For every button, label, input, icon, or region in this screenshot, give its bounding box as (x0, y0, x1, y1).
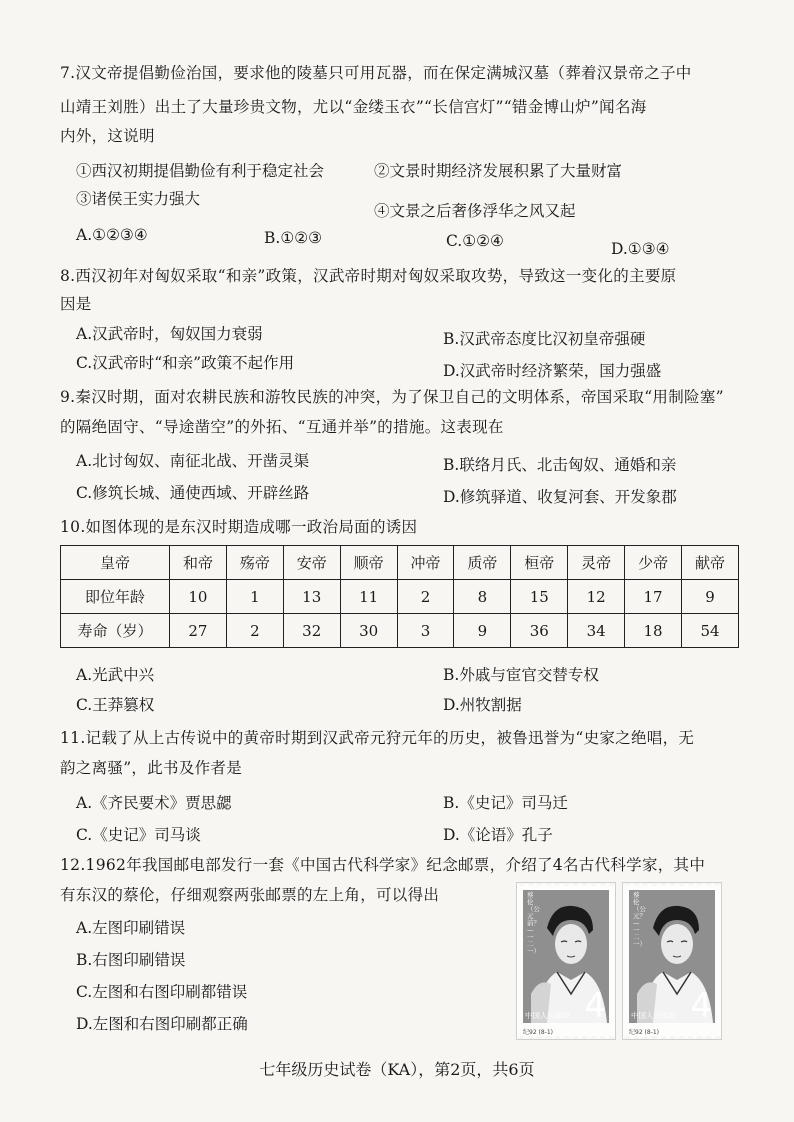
page-footer: 七年级历史试卷（KA），第2页，共6页 (259, 1060, 535, 1079)
q12-option-d: D.左图和右图印刷都正确 (76, 1015, 248, 1033)
stamp-right-code: 纪92 (8-1) (629, 1029, 660, 1036)
q7-statement-2: ②文景时期经济发展积累了大量财富 (374, 162, 623, 180)
table-cell: 8 (454, 580, 511, 614)
q7-statement-3: ③诸侯王实力强大 (76, 190, 201, 208)
table-cell: 34 (568, 614, 625, 648)
table-cell: 13 (283, 580, 340, 614)
q12-option-a: A.左图印刷错误 (76, 919, 186, 937)
stamp-left-value: 4 (584, 986, 606, 1023)
emperor-table (60, 545, 739, 648)
q8-stem-line2: 因是 (60, 295, 92, 313)
q11-option-a: A.《齐民要术》贾思勰 (76, 794, 232, 812)
table-cell: 和帝 (170, 546, 227, 580)
table-cell: 36 (511, 614, 568, 648)
q10-option-d: D.州牧割据 (443, 696, 522, 714)
q9-option-c: C.修筑长城、通使西域、开辟丝路 (76, 484, 310, 502)
stamp-right-value: 4 (690, 986, 712, 1023)
table-cell: 17 (625, 580, 682, 614)
q7-option-a: A.①②③④ (76, 226, 148, 244)
q10-option-b: B.外戚与宦官交替专权 (443, 666, 599, 684)
q11-option-d: D.《论语》孔子 (443, 826, 553, 844)
table-cell: 3 (397, 614, 454, 648)
q7-option-d: D.①③④ (611, 240, 670, 258)
stamp-left-caption: 蔡伦（公元前？—一二一） (527, 891, 540, 955)
table-cell: 献帝 (682, 546, 739, 580)
q12-stem-line1: 12.1962年我国邮电部发行一套《中国古代科学家》纪念邮票，介绍了4名古代科学家，其中 (60, 856, 706, 874)
row-label-age: 即位年龄 (61, 580, 170, 614)
stamp-right (622, 882, 722, 1040)
q8-stem-line1: 8.西汉初年对匈奴采取“和亲”政策，汉武帝时期对匈奴采取攻势，导致这一变化的主要原 (60, 267, 677, 285)
table-cell: 殇帝 (226, 546, 283, 580)
stamp-left-code: 纪92 (8-1) (523, 1029, 554, 1036)
table-cell: 冲帝 (397, 546, 454, 580)
q12-option-c: C.左图和右图印刷都错误 (76, 983, 248, 1001)
table-cell: 9 (454, 614, 511, 648)
table-cell: 2 (226, 614, 283, 648)
q8-option-b: B.汉武帝态度比汉初皇帝强硬 (443, 330, 646, 348)
table-cell: 2 (397, 580, 454, 614)
table-cell: 12 (568, 580, 625, 614)
table-cell: 灵帝 (568, 546, 625, 580)
q10-option-c: C.王莽篡权 (76, 696, 155, 714)
table-cell: 桓帝 (511, 546, 568, 580)
table-cell: 质帝 (454, 546, 511, 580)
table-cell: 30 (340, 614, 397, 648)
q7-stem-line1: 7.汉文帝提倡勤俭治国，要求他的陵墓只可用瓦器，而在保定满城汉墓（葬着汉景帝之子中 (60, 64, 692, 82)
table-cell: 54 (682, 614, 739, 648)
row-label-emperor: 皇帝 (61, 546, 170, 580)
q8-option-c: C.汉武帝时“和亲”政策不起作用 (76, 354, 295, 372)
table-cell: 顺帝 (340, 546, 397, 580)
stamp-right-country: 中国人民邮政 (631, 1011, 676, 1020)
q9-stem-line2: 的隔绝固守、“导途凿空”的外拓、“互通并举”的措施。这表现在 (60, 418, 504, 436)
q7-statement-1: ①西汉初期提倡勤俭有利于稳定社会 (76, 162, 325, 180)
stamp-right-caption: 蔡伦（公元？—一二一） (633, 891, 646, 948)
table-cell: 27 (170, 614, 227, 648)
q12-option-b: B.右图印刷错误 (76, 951, 186, 969)
q11-option-b: B.《史记》司马迁 (443, 794, 568, 812)
q9-stem-line1: 9.秦汉时期，面对农耕民族和游牧民族的冲突，为了保卫自己的文明体系，帝国采取“用制险塞” (60, 388, 724, 406)
q9-option-a: A.北讨匈奴、南征北战、开凿灵渠 (76, 452, 310, 470)
table-cell: 少帝 (625, 546, 682, 580)
table-cell: 安帝 (283, 546, 340, 580)
q11-stem-line1: 11.记载了从上古传说中的黄帝时期到汉武帝元狩元年的历史，被鲁迅誉为“史家之绝唱，无 (60, 729, 695, 747)
q9-option-b: B.联络月氏、北击匈奴、通婚和亲 (443, 456, 677, 474)
table-cell: 32 (283, 614, 340, 648)
q7-option-c: C.①②④ (446, 232, 504, 250)
q10-option-a: A.光武中兴 (76, 666, 155, 684)
cai-lun-stamps (516, 882, 724, 1038)
stamp-left-country: 中国人民邮政 (525, 1011, 570, 1020)
q7-statement-4: ④文景之后奢侈浮华之风又起 (374, 202, 576, 220)
table-cell: 11 (340, 580, 397, 614)
q9-option-d: D.修筑驿道、收复河套、开发象郡 (443, 488, 677, 506)
table-cell: 9 (682, 580, 739, 614)
q12-stem-line2: 有东汉的蔡伦，仔细观察两张邮票的左上角，可以得出 (60, 886, 440, 904)
table-row-ages (61, 580, 739, 614)
table-row-emperors (61, 546, 739, 580)
q8-option-a: A.汉武帝时，匈奴国力衰弱 (76, 325, 263, 343)
q8-option-d: D.汉武帝时经济繁荣，国力强盛 (443, 362, 662, 380)
q7-stem-line3: 内外，这说明 (60, 127, 155, 145)
q7-stem-line2: 山靖王刘胜）出土了大量珍贵文物，尤以“金缕玉衣”“长信宫灯”“错金博山炉”闻名海 (60, 98, 647, 116)
stamp-left (516, 882, 616, 1040)
table-cell: 1 (226, 580, 283, 614)
table-cell: 18 (625, 614, 682, 648)
q7-option-b: B.①②③ (264, 229, 323, 247)
row-label-lifespan: 寿命（岁） (61, 614, 170, 648)
q10-stem: 10.如图体现的是东汉时期造成哪一政治局面的诱因 (60, 518, 418, 536)
q11-stem-line2: 韵之离骚”，此书及作者是 (60, 759, 243, 777)
q11-option-c: C.《史记》司马谈 (76, 826, 201, 844)
table-cell: 10 (170, 580, 227, 614)
table-row-lifespans (61, 614, 739, 648)
table-cell: 15 (511, 580, 568, 614)
